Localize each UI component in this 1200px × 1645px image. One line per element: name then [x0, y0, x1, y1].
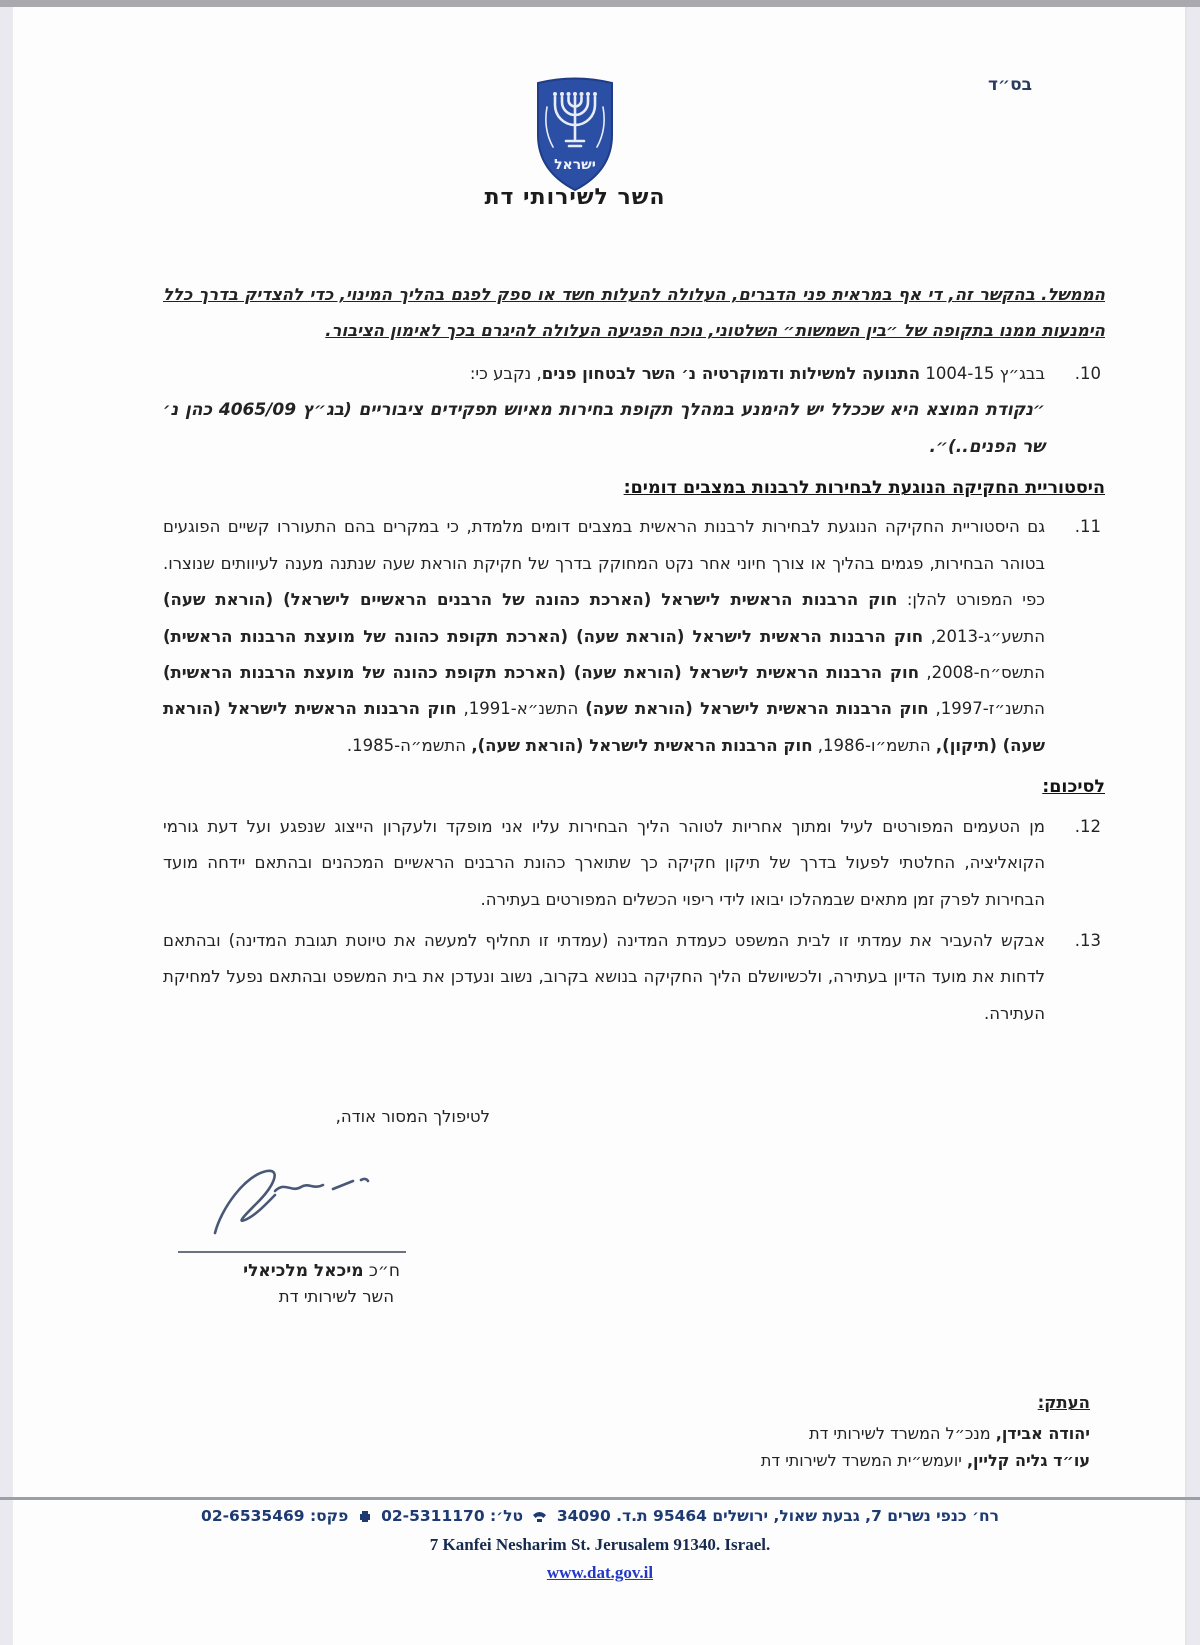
israel-state-emblem-icon	[533, 73, 617, 195]
paragraph-13	[163, 923, 1105, 1032]
copy-to-heading: העתק:	[1037, 1393, 1090, 1412]
copy-recipient: יהודה אבידן, מנכ״ל המשרד לשירותי דת	[809, 1424, 1090, 1443]
signature-block	[178, 1147, 406, 1306]
letter-body	[163, 277, 1105, 1037]
copy-to-block	[761, 1389, 1090, 1474]
copy-recipient: עו״ד גליה קליין, יועמש״ית המשרד לשירותי דת	[760, 1451, 1090, 1470]
paragraph-10-text: בבג״ץ 1004-15 התנועה למשילות ודמוקרטיה נ׳ השר לבטחון פנים, נקבע כי:	[469, 363, 1045, 383]
paragraph-11	[163, 509, 1105, 764]
footer-address-english: 7 Kanfei Nesharim St. Jerusalem 91340. Israel.	[429, 1535, 771, 1554]
fax-icon	[358, 1509, 372, 1527]
paragraph-number: 10.	[1074, 363, 1101, 383]
footer-address-hebrew	[13, 1507, 1187, 1527]
street-address: רח׳ כנפי נשרים 7, גבעת שאול, ירושלים 95464 ת.ד. 34090	[556, 1507, 999, 1525]
paragraph-number: 12.	[1074, 816, 1101, 836]
phone-number: טל׳: 02-5311170	[381, 1507, 523, 1525]
paragraph-number: 11.	[1074, 517, 1101, 537]
continuation-paragraph: הממשל. בהקשר זה, די אף במראית פני הדברים, העלולה להעלות חשד או ספק לפגם בהליך המינוי, כדי להצדיק בדרך כלל הימנעות ממנו בתקופה של ״בין השמשות״ השלטוני, נוכח הפגיעה העלולה להיגרם בכך לאימון הציבור.	[163, 285, 1105, 341]
signature-line	[178, 1251, 406, 1253]
letter-page	[13, 7, 1187, 1645]
paragraph-10	[163, 356, 1105, 465]
paragraph-12-text: מן הטעמים המפורטים לעיל ומתוך אחריות לטוהר הליך הבחירות עליו אני מופקד ולעקרון הייצוג שנפגע ועל דעת גורמי הקואליציה, החלטתי לפעול בדרך של תיקון חקיקה כך שתוארך כהונת הרבנים הראשיים המכהנים ובהתאם יידחה מועד הבחירות לפרק זמן מתאים שבמהלכו יבואו לידי ריפוי הכשלים המפורטים בעתירה.	[163, 816, 1045, 909]
history-heading: היסטוריית החקיקה הנוגעת לבחירות לרבנות במצבים דומים:	[623, 478, 1105, 499]
footer-divider	[0, 1497, 1200, 1500]
paragraph-number: 13.	[1074, 930, 1101, 950]
paragraph-13-text: אבקש להעביר את עמדתי זו לבית המשפט כעמדת המדינה (עמדתי זו תחליף למעשה את טיוטת תגובת המדינה) ובהתאם לדחות את מועד הדיון בעתירה, ולכשיושלם הליך החקיקה בנושא בקרוב, נשוב ונעדכן את בית המשפט ובהתאם נפעל למחיקת העתירה.	[163, 930, 1045, 1023]
website-link[interactable]: www.dat.gov.il	[546, 1563, 654, 1582]
scan-edge	[0, 0, 1200, 7]
bsd-mark: בס״ד	[988, 75, 1032, 95]
handwritten-signature	[187, 1147, 397, 1247]
summary-heading: לסיכום:	[1042, 777, 1105, 798]
paragraph-11-text: גם היסטוריית החקיקה הנוגעת לבחירות לרבנות הראשית במצבים דומים מלמדת, כי במקרים בהם התעוררו קשיים הפוגעים בטוהר הבחירות, פגמים בהליך או צורך חיוני אחר נקט המחוקק בדרך של חקיקת הוראת שעה שנתנה מענה לעיוותים שנוצרו. כפי המפורט להלן: חוק הרבנות הראשית לישראל (הארכת כהונה של הרבנים הראשיים לישראל) (הוראת שעה) התשע״ג-2013, חוק הרבנות הראשית לישראל (הוראת שעה) (הארכת תקופת כהונה של מועצת הרבנות הראשית) התשס״ח-2008, חוק הרבנות הראשית לישראל (הוראת שעה) (הארכת תקופת כהונה של מועצת הרבנות הראשית) התשנ״ז-1997, חוק הרבנות הראשית לישראל (הוראת שעה) התשנ״א-1991, חוק הרבנות הראשית לישראל (הוראת שעה) (תיקון), התשמ״ו-1986, חוק הרבנות הראשית לישראל (הוראת שעה), התשמ״ה-1985.	[163, 517, 1045, 755]
court-quote: ״נקודת המוצא היא שככלל יש להימנע במהלך תקופת בחירות מאיוש תפקידים ציבוריים (בג״ץ 4065/09 כהן נ׳ שר הפנים..)״.	[163, 400, 1045, 457]
emblem-text: ישראל	[554, 157, 596, 173]
phone-icon	[532, 1509, 547, 1527]
fax-number: פקס: 02-6535469	[201, 1507, 349, 1525]
office-title: השר לשירותי דת	[484, 185, 666, 210]
signer-name: ח״כ מיכאל מלכיאלי	[243, 1261, 400, 1281]
signer-title: השר לשירותי דת	[278, 1287, 394, 1306]
closing-line: לטיפולך המסור אודה,	[335, 1107, 490, 1126]
paragraph-12	[163, 809, 1105, 918]
